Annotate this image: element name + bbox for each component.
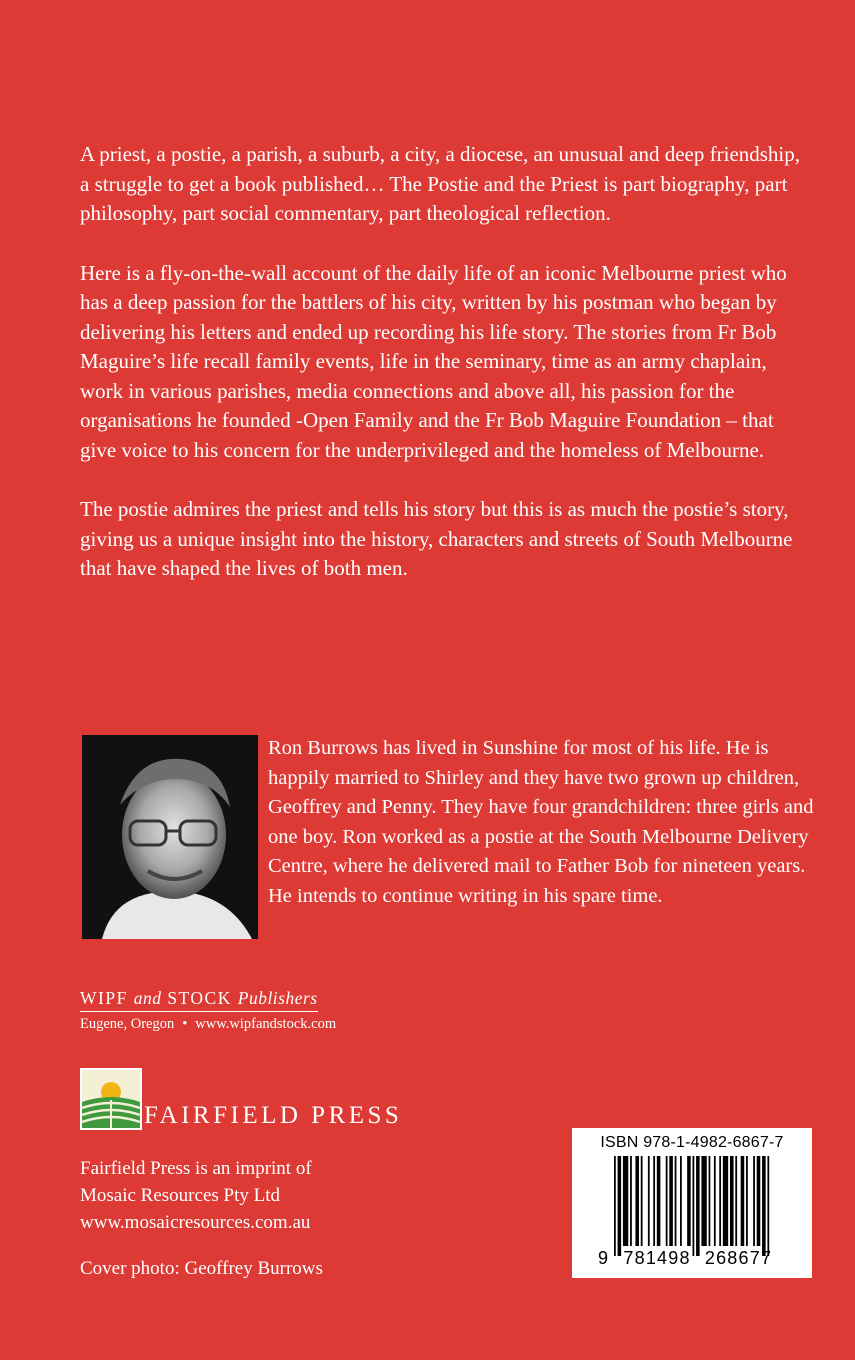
imprint-name: FAIRFIELD PRESS: [144, 1102, 403, 1129]
isbn-barcode: [572, 1128, 812, 1278]
cover-photo-credit: Cover photo: Geoffrey Burrows: [80, 1258, 323, 1279]
publisher-location: Eugene, Oregon • www.wipfandstock.com: [80, 1016, 337, 1032]
barcode-digits: 9 781498 268677: [598, 1248, 773, 1268]
publisher-name: WIPF and STOCK Publishers: [80, 988, 318, 1012]
fairfield-press-logo-icon: [80, 1068, 142, 1130]
blurb-paragraph-2: Here is a fly-on-the-wall account of the daily life of an iconic Melbourne priest who has a deep passion for the battlers of his city, written by his postman who began by delivering his letters and ended up recording his life story. The stories from Fr Bob Maguire’s life recall family events, life in the seminary, time as an army chaplain, work in various parishes, media connections and above all, his passion for the organisations he founded -Open Family and the Fr Bob Maguire Foundation – that give voice to his concern for the underprivileged and the homeless of Melbourne.: [80, 260, 787, 462]
imprint-text: Fairfield Press is an imprint of Mosaic Resources Pty Ltd www.mosaicresources.com.au: [80, 1155, 312, 1236]
blurb-paragraph-1: A priest, a postie, a parish, a suburb, a city, a diocese, an unusual and deep friendship, a struggle to get a book published… The Postie and the Priest is part biography, part philosophy, part social commentary, part theological reflection.: [80, 142, 801, 225]
barcode-bars-icon: [614, 1156, 771, 1256]
blurb-paragraph-3: The postie admires the priest and tells his story but this is as much the postie’s story, giving us a unique insight into the history, characters and streets of South Melbourne that have shaped the lives of both men.: [80, 497, 793, 580]
author-bio: Ron Burrows has lived in Sunshine for most of his life. He is happily married to Shirley and they have two grown up children, Geoffrey and Penny. They have four grandchildren: three girls and one boy. Ron worked as a postie at the South Melbourne Delivery Centre, where he delivered mail to Father Bob for nineteen years. He intends to continue writing in his spare time.: [268, 737, 814, 907]
publisher-block: [80, 988, 336, 1033]
author-portrait-icon: [82, 735, 258, 939]
back-cover-blurb: [80, 140, 810, 614]
publisher-website: www.wipfandstock.com: [195, 1016, 337, 1032]
imprint-website: www.mosaicresources.com.au: [80, 1212, 311, 1233]
isbn-label: ISBN 978-1-4982-6867-7: [600, 1134, 784, 1151]
